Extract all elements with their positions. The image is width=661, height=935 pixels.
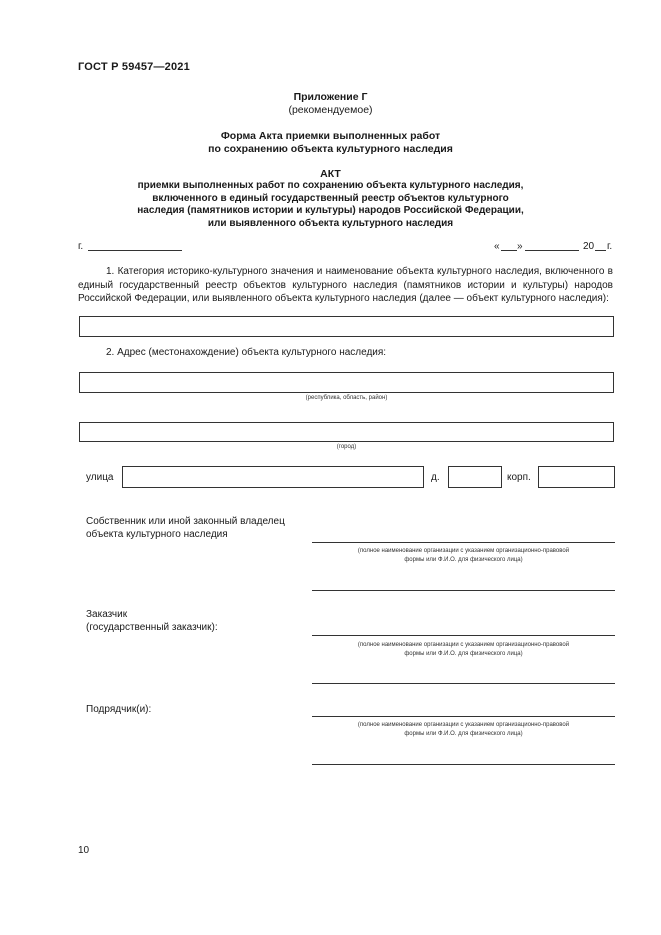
item-1-text: 1. Категория историко-культурного значения и наименование объекта культурного наследия, включенного в единый государственный реестр объектов культурного наследия (памятников истории и культуры) народов Российской Федерации, или выявленного объекта культурного наследия (далее — объект культурного наследия): [78, 266, 613, 304]
city-address-field[interactable] [79, 422, 614, 442]
month-field[interactable] [525, 250, 579, 251]
building-label: корп. [507, 472, 531, 483]
page-number: 10 [78, 845, 90, 856]
appendix-status: (рекомендуемое) [288, 104, 373, 116]
owner-caption-line-2: формы или Ф.И.О. для физического лица) [404, 557, 523, 563]
form-title-line-1: Форма Акта приемки выполненных работ [220, 130, 441, 142]
city-caption: (город) [336, 444, 357, 450]
building-field[interactable] [538, 466, 615, 488]
customer-name-field-2[interactable] [312, 683, 615, 684]
contractor-caption-line-2: формы или Ф.И.О. для физического лица) [404, 731, 523, 737]
year-field[interactable] [595, 250, 606, 251]
street-label: улица [86, 472, 114, 483]
owner-label-line-2: объекта культурного наследия [86, 529, 228, 540]
city-field[interactable] [88, 250, 182, 251]
house-field[interactable] [448, 466, 502, 488]
owner-caption [312, 547, 615, 565]
customer-label-line-1: Заказчик [86, 609, 128, 620]
region-field[interactable] [79, 372, 614, 393]
customer-label [86, 608, 218, 634]
date-open-quote: « [494, 241, 500, 252]
house-label: д. [431, 472, 440, 483]
contractor-name-field[interactable] [312, 716, 615, 717]
region-caption: (республика, область, район) [305, 395, 388, 401]
customer-caption-line-1: (полное наименование организации с указанием организационно-правовой [357, 642, 570, 648]
contractor-caption-line-1: (полное наименование организации с указанием организационно-правовой [357, 722, 570, 728]
customer-label-line-2: (государственный заказчик): [86, 622, 218, 633]
street-field[interactable] [122, 466, 424, 488]
customer-name-field[interactable] [312, 635, 615, 636]
form-title-line-2: по сохранению объекта культурного наследия [208, 143, 453, 155]
akt-subtitle-line-4: или выявленного объекта культурного наследия [207, 217, 454, 229]
akt-subtitle-line-2: включенного в единый государственный реестр объектов культурного [152, 192, 509, 204]
owner-label [86, 515, 285, 541]
owner-name-field[interactable] [312, 542, 615, 543]
contractor-caption [312, 721, 615, 739]
akt-subtitle-line-3: наследия (памятников истории и культуры) народов Российской Федерации, [137, 205, 524, 216]
contractor-name-field-2[interactable] [312, 764, 615, 765]
day-field[interactable] [501, 250, 517, 251]
owner-name-field-2[interactable] [312, 590, 615, 591]
akt-subtitle [0, 180, 661, 230]
customer-caption [312, 641, 615, 659]
form-title [0, 130, 661, 156]
appendix-title: Приложение Г [293, 91, 368, 103]
year-suffix: г. [607, 241, 613, 252]
city-prefix: г. [78, 241, 84, 252]
owner-label-line-1: Собственник или иной законный владелец [86, 516, 285, 527]
heritage-object-name-field[interactable] [79, 316, 614, 337]
owner-caption-line-1: (полное наименование организации с указанием организационно-правовой [357, 548, 570, 554]
date-close-quote: » [517, 241, 523, 252]
standard-number: ГОСТ Р 59457—2021 [78, 61, 190, 73]
akt-title: АКТ [320, 168, 341, 180]
contractor-label: Подрядчик(и): [86, 704, 152, 715]
akt-subtitle-line-1: приемки выполненных работ по сохранению объекта культурного наследия, [137, 180, 524, 191]
item-2-text: 2. Адрес (местонахождение) объекта культурного наследия: [106, 347, 387, 358]
customer-caption-line-2: формы или Ф.И.О. для физического лица) [404, 651, 523, 657]
year-prefix: 20 [583, 241, 595, 252]
